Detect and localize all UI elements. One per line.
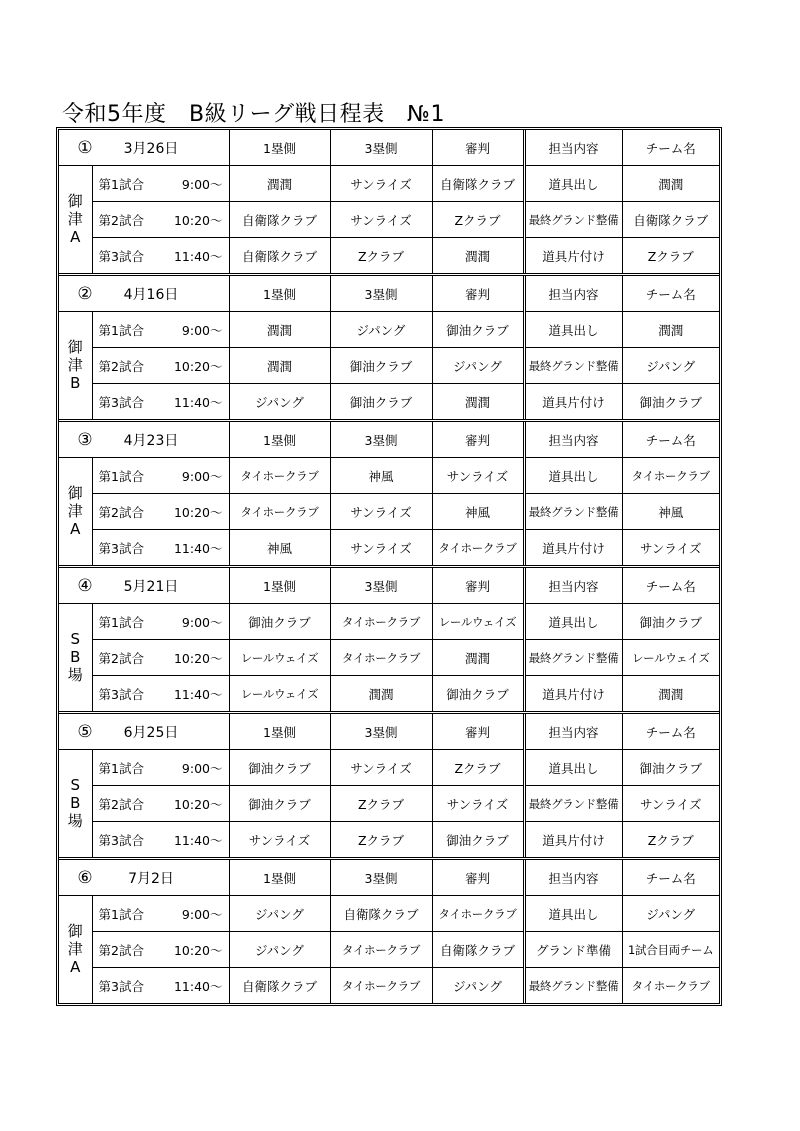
match-row [59, 676, 719, 712]
first-base-team: 神風 [229, 530, 330, 566]
header-third-base: 3塁側 [330, 130, 432, 166]
match-row [59, 166, 719, 202]
duty-cell: 最終グランド整備 [524, 494, 622, 530]
game-date: 7月2日 [128, 870, 174, 887]
match-time: 11:40～ [173, 394, 223, 410]
date-cell [59, 422, 229, 458]
duty-team: タイホークラブ [622, 458, 719, 494]
match-time: 9:00～ [181, 760, 223, 776]
duty-cell: 道具出し [524, 166, 622, 202]
duty-cell: 最終グランド整備 [524, 640, 622, 676]
match-row [59, 458, 719, 494]
umpire-team: 自衛隊クラブ [432, 166, 524, 202]
match-number: 第3試合 [98, 832, 144, 848]
match-number: 第1試合 [98, 468, 144, 484]
match-number: 第2試合 [98, 650, 144, 666]
header-duty: 担当内容 [524, 860, 622, 896]
header-umpire: 審判 [432, 130, 524, 166]
venue-cell [59, 458, 92, 566]
match-row [59, 348, 719, 384]
schedule-block [59, 130, 719, 276]
first-base-team: レールウェイズ [229, 640, 330, 676]
date-cell [59, 276, 229, 312]
duty-cell: グランド準備 [524, 932, 622, 968]
match-time: 11:40～ [173, 686, 223, 702]
duty-team: レールウェイズ [622, 640, 719, 676]
duty-cell: 最終グランド整備 [524, 786, 622, 822]
first-base-team: 潤潤 [229, 166, 330, 202]
umpire-team: ジパング [432, 348, 524, 384]
match-row [59, 312, 719, 348]
schedule-table [56, 127, 722, 1006]
schedule-block [59, 714, 719, 860]
match-label [92, 166, 229, 202]
match-number: 第3試合 [98, 394, 144, 410]
duty-team: ジパング [622, 348, 719, 384]
schedule-block [59, 860, 719, 1003]
header-team: チーム名 [622, 422, 719, 458]
venue-cell [59, 312, 92, 420]
first-base-team: 御油クラブ [229, 786, 330, 822]
third-base-team: Zクラブ [330, 786, 432, 822]
third-base-team: Zクラブ [330, 238, 432, 274]
match-label [92, 640, 229, 676]
third-base-team: 御油クラブ [330, 384, 432, 420]
match-number: 第2試合 [98, 796, 144, 812]
duty-cell: 道具片付け [524, 822, 622, 858]
duty-team: タイホークラブ [622, 968, 719, 1004]
page-title: 令和5年度 B級リーグ戦日程表 №1 [62, 102, 445, 127]
third-base-team: タイホークラブ [330, 604, 432, 640]
match-label [92, 494, 229, 530]
umpire-team: ジパング [432, 968, 524, 1004]
header-duty: 担当内容 [524, 130, 622, 166]
umpire-team: レールウェイズ [432, 604, 524, 640]
match-label [92, 822, 229, 858]
duty-team: サンライズ [622, 530, 719, 566]
umpire-team: Zクラブ [432, 750, 524, 786]
match-label [92, 348, 229, 384]
match-number: 第1試合 [98, 322, 144, 338]
match-row [59, 530, 719, 566]
header-duty: 担当内容 [524, 276, 622, 312]
duty-team: 潤潤 [622, 166, 719, 202]
first-base-team: 御油クラブ [229, 750, 330, 786]
duty-team: ジパング [622, 896, 719, 932]
duty-cell: 道具出し [524, 458, 622, 494]
duty-team: 神風 [622, 494, 719, 530]
match-label [92, 750, 229, 786]
duty-team: 御油クラブ [622, 750, 719, 786]
header-team: チーム名 [622, 276, 719, 312]
umpire-team: 潤潤 [432, 384, 524, 420]
header-third-base: 3塁側 [330, 568, 432, 604]
first-base-team: レールウェイズ [229, 676, 330, 712]
block-number: ③ [77, 429, 93, 450]
third-base-team: 神風 [330, 458, 432, 494]
match-label [92, 458, 229, 494]
header-umpire: 審判 [432, 568, 524, 604]
match-label [92, 530, 229, 566]
first-base-team: 潤潤 [229, 348, 330, 384]
third-base-team: ジパング [330, 312, 432, 348]
venue-cell [59, 604, 92, 712]
umpire-team: 御油クラブ [432, 822, 524, 858]
header-umpire: 審判 [432, 714, 524, 750]
third-base-team: サンライズ [330, 750, 432, 786]
match-label [92, 932, 229, 968]
duty-cell: 道具片付け [524, 530, 622, 566]
match-row [59, 896, 719, 932]
match-row [59, 238, 719, 274]
header-team: チーム名 [622, 130, 719, 166]
duty-cell: 道具片付け [524, 384, 622, 420]
duty-cell: 道具出し [524, 750, 622, 786]
header-third-base: 3塁側 [330, 860, 432, 896]
block-number: ① [77, 137, 93, 158]
match-label [92, 604, 229, 640]
date-cell [59, 130, 229, 166]
umpire-team: サンライズ [432, 458, 524, 494]
venue-char: 津 [67, 356, 83, 375]
match-label [92, 968, 229, 1004]
duty-team: サンライズ [622, 786, 719, 822]
block-header-row [59, 860, 719, 896]
date-cell [59, 568, 229, 604]
block-number: ② [77, 283, 93, 304]
umpire-team: 神風 [432, 494, 524, 530]
block-number: ⑤ [77, 721, 93, 742]
venue-char: A [70, 520, 81, 539]
match-row [59, 494, 719, 530]
third-base-team: サンライズ [330, 166, 432, 202]
match-number: 第2試合 [98, 504, 144, 520]
match-time: 9:00～ [181, 906, 223, 922]
match-label [92, 676, 229, 712]
third-base-team: Zクラブ [330, 822, 432, 858]
match-time: 11:40～ [173, 248, 223, 264]
duty-team: Zクラブ [622, 822, 719, 858]
header-umpire: 審判 [432, 276, 524, 312]
header-first-base: 1塁側 [229, 422, 330, 458]
match-label [92, 786, 229, 822]
venue-char: B [70, 374, 81, 393]
match-label [92, 896, 229, 932]
header-first-base: 1塁側 [229, 130, 330, 166]
match-time: 9:00～ [181, 468, 223, 484]
venue-char: 津 [67, 940, 83, 959]
umpire-team: 自衛隊クラブ [432, 932, 524, 968]
third-base-team: タイホークラブ [330, 640, 432, 676]
header-team: チーム名 [622, 860, 719, 896]
first-base-team: 自衛隊クラブ [229, 202, 330, 238]
match-time: 10:20～ [173, 358, 223, 374]
duty-cell: 最終グランド整備 [524, 202, 622, 238]
match-time: 9:00～ [181, 176, 223, 192]
block-header-row [59, 422, 719, 458]
duty-team: 潤潤 [622, 312, 719, 348]
header-third-base: 3塁側 [330, 422, 432, 458]
match-row [59, 932, 719, 968]
venue-cell [59, 750, 92, 858]
game-date: 4月16日 [123, 286, 179, 303]
header-team: チーム名 [622, 568, 719, 604]
venue-char: 御 [67, 192, 83, 211]
match-row [59, 822, 719, 858]
umpire-team: タイホークラブ [432, 530, 524, 566]
match-number: 第3試合 [98, 686, 144, 702]
first-base-team: 自衛隊クラブ [229, 238, 330, 274]
third-base-team: タイホークラブ [330, 968, 432, 1004]
block-header-row [59, 714, 719, 750]
venue-char: 御 [67, 484, 83, 503]
match-number: 第1試合 [98, 760, 144, 776]
duty-cell: 道具出し [524, 896, 622, 932]
header-umpire: 審判 [432, 860, 524, 896]
match-label [92, 312, 229, 348]
umpire-team: Zクラブ [432, 202, 524, 238]
header-third-base: 3塁側 [330, 714, 432, 750]
match-number: 第2試合 [98, 212, 144, 228]
game-date: 5月21日 [123, 578, 179, 595]
match-row [59, 384, 719, 420]
venue-char: S [70, 630, 81, 649]
venue-char: A [70, 228, 81, 247]
match-number: 第1試合 [98, 614, 144, 630]
umpire-team: タイホークラブ [432, 896, 524, 932]
match-row [59, 750, 719, 786]
match-number: 第2試合 [98, 358, 144, 374]
match-time: 9:00～ [181, 614, 223, 630]
match-row [59, 786, 719, 822]
match-number: 第3試合 [98, 248, 144, 264]
first-base-team: ジパング [229, 932, 330, 968]
venue-char: A [70, 958, 81, 977]
duty-team: 潤潤 [622, 676, 719, 712]
duty-team: 自衛隊クラブ [622, 202, 719, 238]
date-cell [59, 714, 229, 750]
venue-char: 場 [67, 812, 83, 831]
schedule-block [59, 568, 719, 714]
venue-char: 津 [67, 502, 83, 521]
third-base-team: サンライズ [330, 494, 432, 530]
schedule-block [59, 276, 719, 422]
venue-char: 津 [67, 210, 83, 229]
match-row [59, 202, 719, 238]
first-base-team: ジパング [229, 384, 330, 420]
duty-cell: 道具出し [524, 312, 622, 348]
header-duty: 担当内容 [524, 422, 622, 458]
first-base-team: タイホークラブ [229, 494, 330, 530]
duty-cell: 最終グランド整備 [524, 348, 622, 384]
match-time: 11:40～ [173, 540, 223, 556]
venue-char: 御 [67, 338, 83, 357]
block-header-row [59, 130, 719, 166]
venue-char: B [70, 794, 81, 813]
duty-team: Zクラブ [622, 238, 719, 274]
header-first-base: 1塁側 [229, 568, 330, 604]
venue-char: 場 [67, 666, 83, 685]
venue-char: B [70, 648, 81, 667]
third-base-team: 自衛隊クラブ [330, 896, 432, 932]
block-header-row [59, 568, 719, 604]
match-time: 10:20～ [173, 504, 223, 520]
first-base-team: ジパング [229, 896, 330, 932]
schedule-block [59, 422, 719, 568]
duty-team: 御油クラブ [622, 604, 719, 640]
first-base-team: 御油クラブ [229, 604, 330, 640]
date-cell [59, 860, 229, 896]
match-number: 第3試合 [98, 978, 144, 994]
match-row [59, 968, 719, 1004]
third-base-team: サンライズ [330, 202, 432, 238]
block-number: ⑥ [77, 867, 93, 888]
game-date: 3月26日 [123, 140, 179, 157]
third-base-team: サンライズ [330, 530, 432, 566]
duty-cell: 道具出し [524, 604, 622, 640]
match-number: 第2試合 [98, 942, 144, 958]
duty-cell: 最終グランド整備 [524, 968, 622, 1004]
umpire-team: 御油クラブ [432, 676, 524, 712]
game-date: 4月23日 [123, 432, 179, 449]
block-header-row [59, 276, 719, 312]
header-first-base: 1塁側 [229, 276, 330, 312]
venue-cell [59, 896, 92, 1004]
header-team: チーム名 [622, 714, 719, 750]
header-third-base: 3塁側 [330, 276, 432, 312]
match-time: 10:20～ [173, 650, 223, 666]
match-number: 第3試合 [98, 540, 144, 556]
third-base-team: タイホークラブ [330, 932, 432, 968]
match-time: 11:40～ [173, 978, 223, 994]
first-base-team: 自衛隊クラブ [229, 968, 330, 1004]
match-row [59, 604, 719, 640]
header-umpire: 審判 [432, 422, 524, 458]
first-base-team: タイホークラブ [229, 458, 330, 494]
duty-cell: 道具片付け [524, 238, 622, 274]
duty-team: 1試合目両チーム [622, 932, 719, 968]
match-row [59, 640, 719, 676]
venue-cell [59, 166, 92, 274]
venue-char: S [70, 776, 81, 795]
match-label [92, 384, 229, 420]
umpire-team: 御油クラブ [432, 312, 524, 348]
first-base-team: サンライズ [229, 822, 330, 858]
header-first-base: 1塁側 [229, 860, 330, 896]
umpire-team: 潤潤 [432, 238, 524, 274]
match-time: 10:20～ [173, 942, 223, 958]
header-duty: 担当内容 [524, 568, 622, 604]
match-time: 10:20～ [173, 796, 223, 812]
umpire-team: サンライズ [432, 786, 524, 822]
match-label [92, 202, 229, 238]
umpire-team: 潤潤 [432, 640, 524, 676]
match-time: 9:00～ [181, 322, 223, 338]
game-date: 6月25日 [123, 724, 179, 741]
third-base-team: 御油クラブ [330, 348, 432, 384]
match-time: 10:20～ [173, 212, 223, 228]
block-number: ④ [77, 575, 93, 596]
duty-cell: 道具片付け [524, 676, 622, 712]
header-first-base: 1塁側 [229, 714, 330, 750]
first-base-team: 潤潤 [229, 312, 330, 348]
header-duty: 担当内容 [524, 714, 622, 750]
match-number: 第1試合 [98, 906, 144, 922]
duty-team: 御油クラブ [622, 384, 719, 420]
match-label [92, 238, 229, 274]
third-base-team: 潤潤 [330, 676, 432, 712]
venue-char: 御 [67, 922, 83, 941]
match-number: 第1試合 [98, 176, 144, 192]
match-time: 11:40～ [173, 832, 223, 848]
